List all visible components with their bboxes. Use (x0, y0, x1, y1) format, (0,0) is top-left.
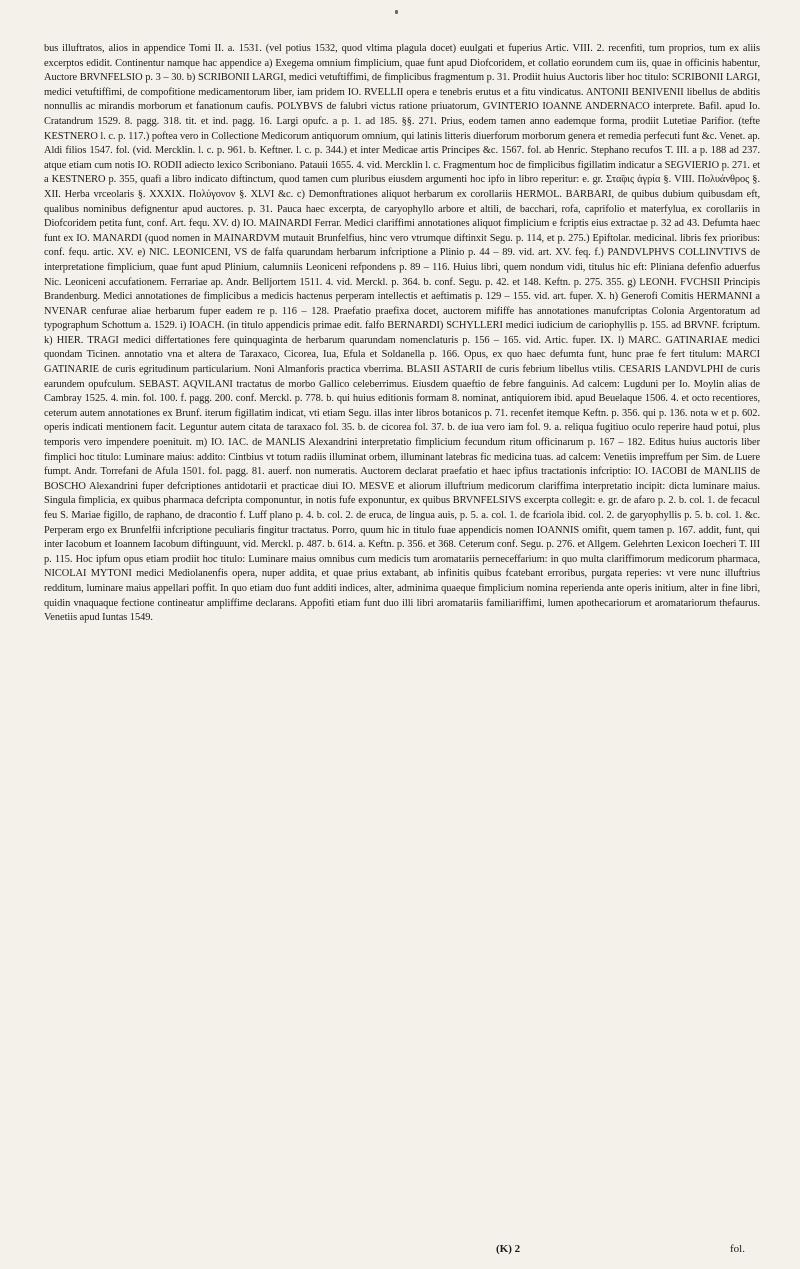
signature-mark: (K) 2 (496, 1243, 521, 1255)
body-paragraph: bus illuftratos, alios in appendice Tomi II. a. 1531. (vel potius 1532, quod vltima plagula docet) euulgati et fuperius Artic. VIII. 2. recenfiti, tum proprios, tum ex aliis excerptos edidit. Continentur namque hac appendice a) Exegema omnium fimplicium, quae funt apud Diofcoridem, et collatio eorundem cum iis, quae in officinis habentur, Auctore BRVNFELSIO p. 3 – 30. b) SCRIBONII LARGI, medici vetuftiffimi, de fimplicibus fragmentum p. 31. Prodiit huius Auctoris liber hoc titulo: SCRIBONII LARGI, medici vetuftiffimi, de compofitione medicamentorum liber, iam pridem IO. RVELLII opera e tenebris erutus et a fitu vindicatus. ANTONII BENIVENII libellus de abditis nonnullis ac mirandis morborum et fanationum caufis. POLYBVS de falubri victus ratione priuatorum, GVINTERIO IOANNE ANDERNACO interprete. Bafil. apud Io. Cratandrum 1529. 8. pagg. 318. tit. et ind. pagg. 16. Largi opufc. a p. 1. ad 185. §§. 271. Prius, eodem tamen anno eademque forma, prodiit Lutetiae Parifior. (tefte KESTNERO l. c. p. 117.) poftea vero in Collectione Medicorum antiquorum omnium, qui latinis litteris diuerforum morborum genera et remedia perfecuti funt &c. Venet. ap. Aldi filios 1547. fol. (vid. Mercklin. l. c. p. 961. b. Keftner. l. c. p. 344.) et inter Medicae artis Principes &c. 1567. fol. ab Henric. Stephano recufos T. III. a p. 188 ad 237. atque etiam cum notis IO. RODII adiecto lexico Scriboniano. Patauii 1655. 4. vid. Mercklin l. c. Fragmentum hoc de fimplicibus figillatim indicatur a SEGVIERIO p. 271. et a KESTNERO p. 355, quafi a libro indicato diftinctum, quod tamen cum pluribus eiusdem argumenti hoc ipfo in libro reperitur: e. gr. Στα̃φις ἀγρία §. VIII. Πολυάνθρος §. XII. Herba vrceolaris §. XXXIX. Πολύγονον §. XLVI &c. c) Demonftrationes aliquot herbarum ex corollariis HERMOL. BARBARI, de quibus dubium quibusdam eft, qualibus nominibus defignentur apud auctores. p. 31. Pauca haec excerpta, de caryophyllo arbore et altili, de bacchari, rofa, caprifolio et materfylua, ex corollariis in Diofcoridem petita funt, conf. Art. fequ. XV. d) IO. MAINARDI Ferrar. Medici clariffimi annotationes aliquot fimplicium e fcriptis eius extractae p. 32 ad 43. Defumta haec funt ex IO. MANARDI (quod nomen in MAINARDVM mutauit Brunfelfius, hinc vero vtrumque diftinxit Segu. p. 114, et p. 275.) Epiftolar. medicinal. libris fex prioribus: conf. fequ. artic. XV. e) NIC. LEONICENI, VS de falfa quarundam herbarum infcriptione a Plinio p. 44 – 89. vid. art. XV. feq. f.) PANDVLPHVS COLLINVTIVS de interpretatione fimplicium, quae funt apud Plinium, calumniis Leoniceni refpondens p. 89 – 116. Huius libri, quem nondum vidi, titulus hic eft: Pliniana defenfio aduerfus Nic. Leoniceni accufationem. Ferrariae ap. Andr. Belljortem 1511. 4. vid. Merckl. p. 364. b. conf. Segu. p. 42. et 148. Keftn. p. 275. 355. g) LEONH. FVCHSII Principis Brandenburg. Medici annotationes de fimplicibus a medicis hactenus perperam intellectis et aeftimatis p. 129 – 155. vid. art. fuper. X. h) Generofi Comitis HERMANNI a NVENAR cenfurae aliae herbarum fuper eadem re p. 116 – 128. Praefatio praefixa docet, auctorem mififfe has annotationes manufcriptas Colonia Argentoratum ad typographum Schottum a. 1529. i) IOACH. (in titulo appendicis primae edit. falfo BERNARDI) SCHYLLERI medici iudicium de cariophyllis p. 155. ad BRVNF. fcriptum. k) HIER. TRAGI medici differtationes fere quinquaginta de herbarum quarundam nomenclaturis p. 156 – 165. vid. Artic. fuper. IX. l) MARC. GATINARIAE medici quondam Ticinen. annotatio vna et altera de Taraxaco, Cicorea, Iua, Efula et Soldanella p. 166. Opus, ex quo haec defumta funt, hunc prae fe fert titulum: MARCI GATINARIE de curis egritudinum particularium. Noni Almanforis practica vberrima. BLASII ASTARII de curis febrium libellus vtilis. CESARIS LANDVLPHI de curis earundem opufculum. SEBAST. AQVILANI tractatus de morbo Gallico celeberrimus. Eiusdem quaeftio de febre fanguinis. Ad calcem: Lugduni per Io. Moylin alias de Cambray 1525. 4. min. fol. 100. f. pagg. 200. conf. Merckl. p. 778. b. qui huius editionis formam 8. nominat, antiquiorem ibid. apud Beuelaque 1506. 4. et octo recentiores, ceterum autem annotationes ex Brunf. iterum figillatim indicat, vti etiam Segu. illas inter libros botanicos p. 71. recenfet itemque Keftn. p. 356. qui p. 136. nota w et p. 602. operis indicati mentionem facit. Leguntur autem citata de taraxaco fol. 35. b. de cicorea fol. 37. b. de iua vero iam fol. 9. a. reliqua fugitiuo oculo reperire haud potui, plus temporis vero impendere poenituit. m) IO. IAC. de MANLIS Alexandrini interpretatio fimplicium fecundum ritum officinarum p. 167 – 182. Editus huius auctoris liber fimplici hoc titulo: Luminare maius: addito: Cintbius vt totum radiis illuminat orbem, illuminant latebras fic medicina tuas. ad calcem: Venetiis impreffum per Sim. de Luere fumpt. Andr. Torrefani de Afula 1501. fol. pagg. 81. auerf. non numeratis. Auctorem declarat praefatio et haec ipfius tractationis infcriptio: IO. IACOBI de MANLIIS de BOSCHO Alexandrini fuper defcriptiones antidotarii et practicae diui IO. MESVE et aliorum illuftrium medicorum clariffima interpretatio incipit: dicta luminare maius. Singula fimplicia, ex quibus pharmaca defcripta componuntur, in notis fufe exponuntur, ex quibus BRVNFELSIVS excerpta collegit: e. gr. de afaro p. 2. b. col. 1. de fecacul feu S. Mariae figillo, de raphano, de dracontio f. Luff plano p. 4. b. col. 2. de eruca, de lingua auis, p. 5. a. col. 1. de fcariola ibid. col. 2. de garyophyllis p. 5. b. col. 1. &c. Perperam ergo ex Brunfelfii infcriptione peculiaris fingitur tractatus. Porro, quum hic in titulo fuae appendicis nomen IOANNIS omifit, quem tamen p. 167. addit, funt, qui inter Iacobum et Ioannem Iacobum diftinguunt, vid. Merckl. p. 487. b. 614. a. Keftn. p. 356. et 368. Ceterum conf. Segu. p. 276. et Allgem. Gelehrten Lexicon Ioecheri T. III p. 115. Hoc ipfum opus etiam prodiit hoc titulo: Luminare maius omnibus cum medicis tum aromatariis perneceffarium: in quo multa clariffimorum medicorum pharmaca, NICOLAI MYTONI medici Mediolanenfis opera, nuper addita, et quae prius extabant, ab infinitis quibus fcatebant erroribus, purgata reperies: vt vere nunc illuftrius redditum, luminare maius appellari poffit. In quo etiam duo funt additi indices, alter, adminima quaeque fimplicium nomina reperienda ante operis initium, alter in fine libri, quidin vnaquaque fectione contineatur ampliffime declarans. Appofiti etiam funt duo illi libri aromatariis familiariffimi, lumen apothecariorum et aromatariorum thefaurus. Venetiis apud Iuntas 1549. (44, 43, 760, 624)
catchword: fol. (730, 1243, 745, 1255)
print-speck (395, 10, 398, 14)
page-footer (0, 1243, 800, 1261)
